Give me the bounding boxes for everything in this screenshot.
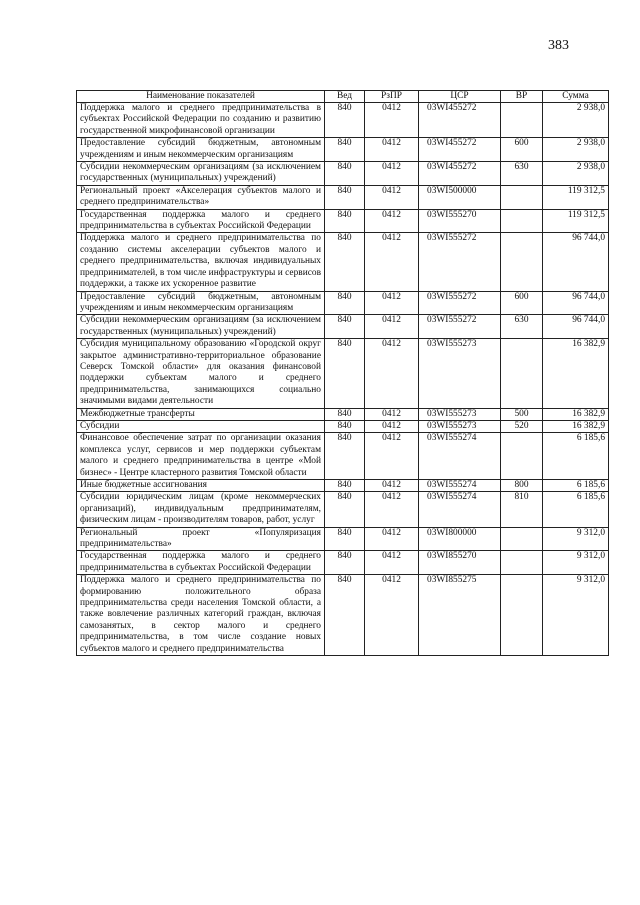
cell-rzpr: 0412	[365, 408, 419, 420]
table-row	[77, 575, 609, 656]
table-row	[77, 138, 609, 162]
cell-name: Предоставление субсидий бюджетным, автономным учреждениям и иным некоммерческим организациям	[77, 138, 325, 162]
header-ved: Вед	[325, 91, 365, 103]
cell-name: Межбюджетные трансферты	[77, 408, 325, 420]
cell-csr: 03WI555273	[419, 339, 501, 408]
cell-ved: 840	[325, 103, 365, 138]
cell-sum: 9 312,0	[543, 575, 609, 656]
cell-sum: 16 382,9	[543, 339, 609, 408]
cell-rzpr: 0412	[365, 551, 419, 575]
cell-vr	[501, 233, 543, 291]
table-row	[77, 420, 609, 432]
cell-vr: 810	[501, 492, 543, 527]
cell-vr	[501, 433, 543, 480]
table-row	[77, 339, 609, 408]
cell-ved: 840	[325, 420, 365, 432]
cell-rzpr: 0412	[365, 315, 419, 339]
cell-ved: 840	[325, 339, 365, 408]
cell-csr: 03WI800000	[419, 527, 501, 551]
cell-rzpr: 0412	[365, 162, 419, 186]
cell-sum: 2 938,0	[543, 162, 609, 186]
header-csr: ЦСР	[419, 91, 501, 103]
table-row	[77, 408, 609, 420]
cell-name: Субсидия муниципальному образованию «Городской округ закрытое административно-территориальное образование Северск Томской области» для оказания финансовой поддержки субъектам малого и среднего предпринимательства, занимающихся социально значимыми видами деятельности	[77, 339, 325, 408]
cell-name: Субсидии	[77, 420, 325, 432]
cell-name: Субсидии юридическим лицам (кроме некоммерческих организаций), индивидуальным предпринимателям, физическим лицам - производителям товаров, работ, услуг	[77, 492, 325, 527]
cell-rzpr: 0412	[365, 185, 419, 209]
cell-rzpr: 0412	[365, 480, 419, 492]
table-row	[77, 162, 609, 186]
cell-sum: 119 312,5	[543, 185, 609, 209]
cell-name: Субсидии некоммерческим организациям (за исключением государственных (муниципальных) учреждений)	[77, 315, 325, 339]
cell-sum: 9 312,0	[543, 527, 609, 551]
cell-sum: 6 185,6	[543, 492, 609, 527]
cell-rzpr: 0412	[365, 291, 419, 315]
cell-name: Финансовое обеспечение затрат по организации оказания комплекса услуг, сервисов и мер поддержки субъектам малого и среднего предпринимательства в центре «Мой бизнес» - Центре кластерного развития Томской области	[77, 433, 325, 480]
cell-name: Предоставление субсидий бюджетным, автономным учреждениям и иным некоммерческим организациям	[77, 291, 325, 315]
table-row	[77, 492, 609, 527]
cell-ved: 840	[325, 551, 365, 575]
cell-vr: 500	[501, 408, 543, 420]
cell-vr: 600	[501, 138, 543, 162]
table-row	[77, 209, 609, 233]
cell-ved: 840	[325, 185, 365, 209]
cell-vr	[501, 209, 543, 233]
cell-vr: 630	[501, 162, 543, 186]
cell-vr: 800	[501, 480, 543, 492]
cell-ved: 840	[325, 492, 365, 527]
cell-vr	[501, 575, 543, 656]
cell-rzpr: 0412	[365, 233, 419, 291]
cell-sum: 96 744,0	[543, 291, 609, 315]
page-number: 383	[548, 38, 569, 53]
cell-rzpr: 0412	[365, 103, 419, 138]
cell-name: Субсидии некоммерческим организациям (за исключением государственных (муниципальных) учреждений)	[77, 162, 325, 186]
table-header	[77, 91, 609, 103]
cell-name: Поддержка малого и среднего предпринимательства по формированию положительного образа предпринимательства среди населения Томской области, а также вовлечение различных категорий граждан, включая самозанятых, в сектор малого и среднего предпринимательства, в том числе создание новых субъектов малого и среднего предпринимательства	[77, 575, 325, 656]
cell-vr: 600	[501, 291, 543, 315]
cell-sum: 6 185,6	[543, 480, 609, 492]
header-rzpr: РзПР	[365, 91, 419, 103]
table-row	[77, 315, 609, 339]
cell-csr: 03WI555273	[419, 408, 501, 420]
cell-name: Поддержка малого и среднего предпринимательства по созданию системы акселерации субъектов малого и среднего предпринимательства, включая индивидуальных предпринимателей, в том числе инфраструктуры и сервисов поддержки, а также их ускоренное развитие	[77, 233, 325, 291]
cell-sum: 16 382,9	[543, 408, 609, 420]
cell-ved: 840	[325, 433, 365, 480]
cell-csr: 03WI855275	[419, 575, 501, 656]
cell-rzpr: 0412	[365, 138, 419, 162]
cell-name: Региональный проект «Акселерация субъектов малого и среднего предпринимательства»	[77, 185, 325, 209]
budget-table	[76, 90, 609, 656]
cell-ved: 840	[325, 138, 365, 162]
cell-name: Государственная поддержка малого и среднего предпринимательства в субъектах Российской Федерации	[77, 209, 325, 233]
cell-csr: 03WI555272	[419, 315, 501, 339]
cell-csr: 03WI455272	[419, 138, 501, 162]
cell-csr: 03WI555273	[419, 420, 501, 432]
cell-vr: 630	[501, 315, 543, 339]
cell-vr: 520	[501, 420, 543, 432]
cell-vr	[501, 103, 543, 138]
cell-sum: 119 312,5	[543, 209, 609, 233]
cell-rzpr: 0412	[365, 420, 419, 432]
table-body	[77, 103, 609, 656]
cell-rzpr: 0412	[365, 492, 419, 527]
cell-sum: 9 312,0	[543, 551, 609, 575]
cell-ved: 840	[325, 480, 365, 492]
cell-rzpr: 0412	[365, 433, 419, 480]
cell-ved: 840	[325, 315, 365, 339]
cell-csr: 03WI555272	[419, 291, 501, 315]
cell-rzpr: 0412	[365, 527, 419, 551]
cell-sum: 96 744,0	[543, 315, 609, 339]
cell-sum: 2 938,0	[543, 103, 609, 138]
cell-rzpr: 0412	[365, 575, 419, 656]
cell-csr: 03WI855270	[419, 551, 501, 575]
cell-csr: 03WI555274	[419, 480, 501, 492]
cell-vr	[501, 527, 543, 551]
cell-ved: 840	[325, 233, 365, 291]
cell-ved: 840	[325, 162, 365, 186]
table-row	[77, 480, 609, 492]
cell-ved: 840	[325, 209, 365, 233]
cell-sum: 6 185,6	[543, 433, 609, 480]
cell-ved: 840	[325, 575, 365, 656]
cell-vr	[501, 551, 543, 575]
cell-ved: 840	[325, 408, 365, 420]
cell-ved: 840	[325, 527, 365, 551]
cell-sum: 96 744,0	[543, 233, 609, 291]
cell-vr	[501, 185, 543, 209]
table-row	[77, 103, 609, 138]
cell-ved: 840	[325, 291, 365, 315]
header-name: Наименование показателей	[77, 91, 325, 103]
table-row	[77, 527, 609, 551]
cell-name: Государственная поддержка малого и среднего предпринимательства в субъектах Российской Федерации	[77, 551, 325, 575]
cell-vr	[501, 339, 543, 408]
table-row	[77, 185, 609, 209]
cell-rzpr: 0412	[365, 339, 419, 408]
cell-csr: 03WI455272	[419, 103, 501, 138]
cell-sum: 16 382,9	[543, 420, 609, 432]
cell-csr: 03WI555272	[419, 233, 501, 291]
table-row	[77, 291, 609, 315]
table-row	[77, 233, 609, 291]
cell-csr: 03WI500000	[419, 185, 501, 209]
cell-rzpr: 0412	[365, 209, 419, 233]
cell-csr: 03WI455272	[419, 162, 501, 186]
cell-name: Региональный проект «Популяризация предпринимательства»	[77, 527, 325, 551]
header-row	[77, 91, 609, 103]
cell-sum: 2 938,0	[543, 138, 609, 162]
header-vr: ВР	[501, 91, 543, 103]
cell-csr: 03WI555274	[419, 433, 501, 480]
cell-name: Иные бюджетные ассигнования	[77, 480, 325, 492]
cell-name: Поддержка малого и среднего предпринимательства в субъектах Российской Федерации по созданию и развитию государственной микрофинансовой организации	[77, 103, 325, 138]
cell-csr: 03WI555270	[419, 209, 501, 233]
table-row	[77, 433, 609, 480]
cell-csr: 03WI555274	[419, 492, 501, 527]
table-row	[77, 551, 609, 575]
budget-table-container	[76, 90, 608, 656]
header-sum: Сумма	[543, 91, 609, 103]
